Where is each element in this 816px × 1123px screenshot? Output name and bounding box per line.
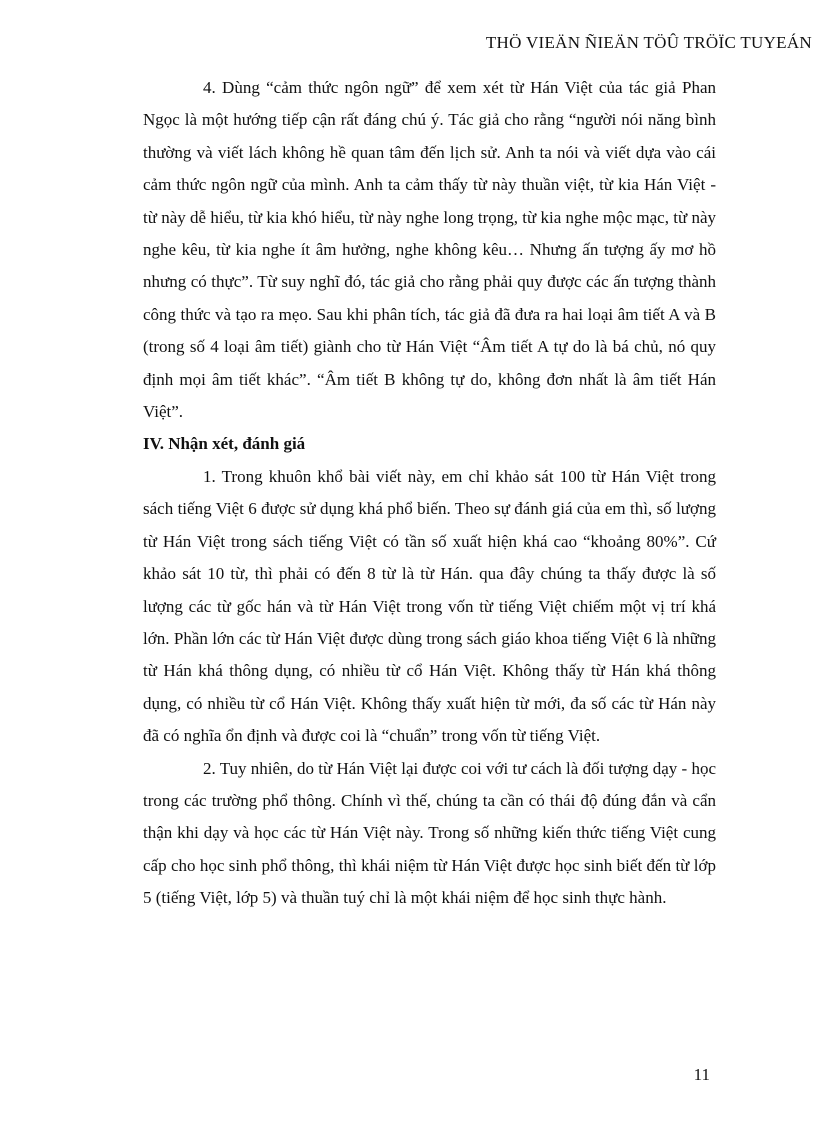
paragraph-tuy-nhien: 2. Tuy nhiên, do từ Hán Việt lại được coi với tư cách là đối tượng dạy - học trong các trường phổ thông. Chính vì thế, chúng ta cần có thái độ đúng đắn và cẩn thận khi dạy và học các từ Hán Việt này. Trong số những kiến thức tiếng Việt cung cấp cho học sinh phổ thông, thì khái niệm từ Hán Việt được học sinh biết đến từ lớp 5 (tiếng Việt, lớp 5) và thuần tuý chỉ là một khái niệm để học sinh thực hành. [143, 758, 716, 908]
section-heading: IV. Nhận xét, đánh giá [143, 434, 306, 454]
document-body [143, 72, 716, 915]
paragraph-khao-sat: 1. Trong khuôn khổ bài viết này, em chỉ khảo sát 100 từ Hán Việt trong sách tiếng Việt 6 được sử dụng khá phổ biến. Theo sự đánh giá của em thì, số lượng từ Hán Việt trong sách tiếng Việt có tần số xuất hiện khá cao “khoảng 80%”. Cứ khảo sát 10 từ, thì phải có đến 8 từ là từ Hán. qua đây chúng ta thấy được là số lượng các từ gốc hán và từ Hán Việt trong vốn từ tiếng Việt chiếm một vị trí khá lớn. Phần lớn các từ Hán Việt được dùng trong sách giáo khoa tiếng Việt 6 là những từ Hán khá thông dụng, có nhiều từ cổ Hán Việt. Không thấy từ Hán khá thông dụng, có nhiều từ cổ Hán Việt. Không thấy xuất hiện từ mới, đa số các từ Hán này đã có nghĩa ổn định và được coi là “chuẩn” trong vốn từ tiếng Việt. [143, 466, 716, 746]
page-header: THÖ VIEÄN ÑIEÄN TÖÛ TRÖÏC TUYEÁN [485, 33, 812, 52]
page-number: 11 [693, 1065, 710, 1084]
paragraph-cam-thuc-ngon-ngu: 4. Dùng “cảm thức ngôn ngữ” để xem xét từ Hán Việt của tác giả Phan Ngọc là một hướng tiếp cận rất đáng chú ý. Tác giả cho rằng “người nói năng bình thường và viết lách không hề quan tâm đến lịch sử. Anh ta nói và viết dựa vào cái cảm thức ngôn ngữ của mình. Anh ta cảm thấy từ này thuần việt, từ kia Hán Việt - từ này dễ hiểu, từ kia khó hiểu, từ này nghe long trọng, từ kia nghe mộc mạc, từ này nghe kêu, từ kia nghe ít âm hưởng, nghe không kêu… Nhưng ấn tượng ấy mơ hồ nhưng có thực”. Từ suy nghĩ đó, tác giả cho rằng phải quy được các ấn tượng thành công thức và tạo ra mẹo. Sau khi phân tích, tác giả đã đưa ra hai loại âm tiết A và B (trong số 4 loại âm tiết) giành cho từ Hán Việt “Âm tiết A tự do là bá chủ, nó quy định mọi âm tiết khác”. “Âm tiết B không tự do, không đơn nhất là âm tiết Hán Việt”. [143, 78, 716, 422]
